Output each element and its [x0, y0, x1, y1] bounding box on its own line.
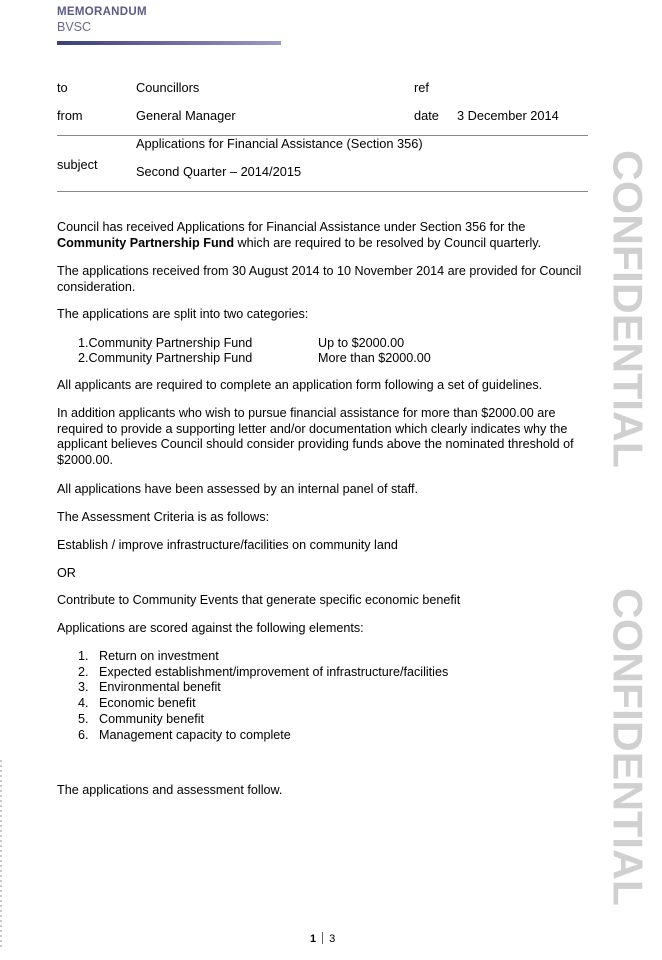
confidential-watermark	[600, 146, 656, 472]
page-total: 3	[329, 933, 336, 945]
to-label: to	[57, 80, 68, 95]
criterion-events: Contribute to Community Events that generate specific economic benefit	[57, 593, 461, 607]
subject-line-1: Applications for Financial Assistance (Section 356)	[136, 136, 423, 151]
category-range: More than $2000.00	[318, 351, 431, 365]
element-text: Return on investment	[99, 649, 219, 663]
category-range: Up to $2000.00	[318, 336, 405, 350]
paragraph-criteria-intro: The Assessment Criteria is as follows:	[57, 510, 270, 524]
element-text: Economic benefit	[99, 696, 196, 710]
paragraph-received: The applications received from 30 August 2014 to 10 November 2014 are provided for Council consideration.	[57, 264, 582, 294]
element-number: 2.	[78, 665, 89, 679]
memo-org: BVSC	[57, 20, 92, 34]
fund-name: Community Partnership Fund	[57, 235, 235, 250]
memo-title: MEMORANDUM	[57, 6, 147, 18]
header-bottom-divider	[57, 191, 588, 192]
element-text: Expected establishment/improvement of infrastructure/facilities	[99, 665, 449, 679]
date-label: date	[414, 108, 439, 123]
confidential-watermark-text: CONFIDENTIAL	[604, 149, 652, 463]
paragraph-closing: The applications and assessment follow.	[57, 783, 283, 797]
page-footer	[310, 932, 335, 945]
paragraph-additional-requirements: In addition applicants who wish to pursue financial assistance for more than $2000.00 are required to provide a supporting letter and/or documentation which clearly indicates why the applicant believes Council should consider providing funds above the nominated threshold of $2000.00.	[57, 406, 574, 467]
element-item	[78, 712, 204, 726]
element-item	[78, 680, 221, 694]
element-text: Management capacity to complete	[99, 728, 291, 742]
margin-print-mark	[0, 760, 2, 950]
element-text: Community benefit	[99, 712, 204, 726]
element-number: 6.	[78, 728, 89, 742]
element-text: Environmental benefit	[99, 680, 221, 694]
category-item	[78, 336, 405, 350]
category-number: 2.	[78, 351, 89, 365]
element-number: 1.	[78, 649, 89, 663]
category-name: Community Partnership Fund	[88, 351, 253, 365]
page-separator	[322, 932, 323, 944]
paragraph-assessed: All applications have been assessed by an internal panel of staff.	[57, 482, 419, 496]
paragraph-elements-intro: Applications are scored against the following elements:	[57, 621, 364, 635]
category-item	[78, 351, 431, 365]
element-number: 5.	[78, 712, 89, 726]
page-number: 1	[310, 933, 317, 945]
date-value: 3 December 2014	[457, 108, 559, 123]
from-label: from	[57, 108, 83, 123]
element-number: 3.	[78, 680, 89, 694]
subject-label: subject	[57, 157, 98, 172]
paragraph-intro	[57, 220, 587, 251]
criterion-or: OR	[57, 566, 76, 580]
element-item	[78, 696, 196, 710]
to-value: Councillors	[136, 80, 200, 95]
criterion-infrastructure: Establish / improve infrastructure/facilities on community land	[57, 538, 398, 552]
intro-text: Council has received Applications for Financial Assistance under Section 356 for the	[57, 220, 526, 234]
category-number: 1.	[78, 336, 89, 350]
memo-title-bar	[57, 41, 281, 45]
from-value: General Manager	[136, 108, 236, 123]
confidential-watermark	[600, 584, 656, 910]
subject-line-2: Second Quarter – 2014/2015	[136, 164, 302, 179]
element-item	[78, 649, 219, 663]
element-item	[78, 665, 448, 679]
paragraph-categories-intro: The applications are split into two categories:	[57, 307, 309, 321]
category-name: Community Partnership Fund	[88, 336, 253, 350]
element-item	[78, 728, 291, 742]
intro-text-end: which are required to be resolved by Council quarterly.	[234, 235, 542, 250]
confidential-watermark-text: CONFIDENTIAL	[604, 588, 652, 901]
paragraph-application-form: All applicants are required to complete an application form following a set of guidelines.	[57, 378, 543, 392]
element-number: 4.	[78, 696, 89, 710]
ref-label: ref	[414, 80, 429, 95]
